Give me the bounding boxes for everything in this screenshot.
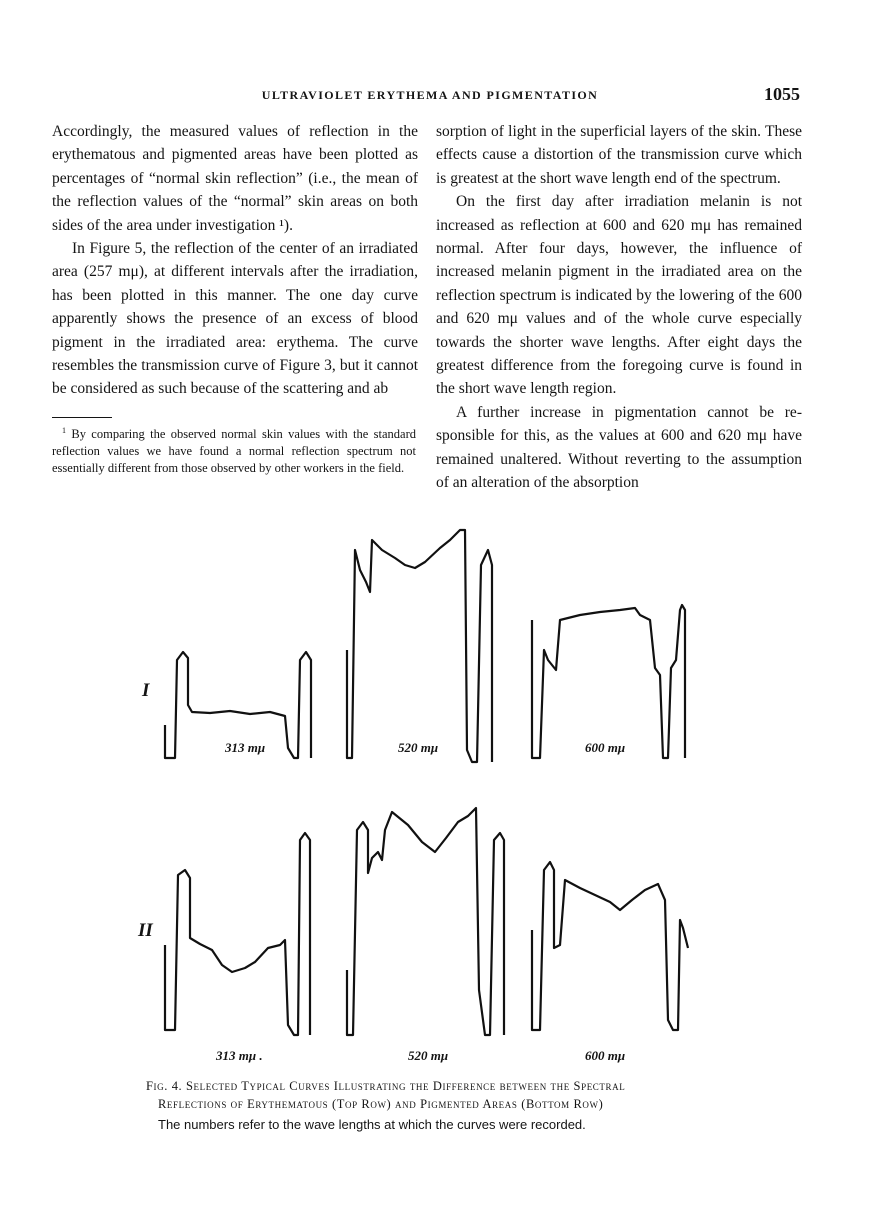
caption-note: The numbers refer to the wave lengths at which the curves were recorded. bbox=[158, 1117, 586, 1132]
curve-row1-520 bbox=[347, 530, 492, 762]
wavelength-label-top-2: 520 mμ bbox=[398, 740, 439, 755]
wavelength-label-top-1: 313 mμ bbox=[225, 740, 266, 755]
reflection-curves-plot bbox=[120, 500, 720, 1070]
wavelength-label-bottom-2: 520 mμ bbox=[408, 1048, 449, 1063]
curve-row2-600 bbox=[532, 862, 688, 1030]
running-title: ULTRAVIOLET ERYTHEMA AND PIGMENTATION bbox=[261, 88, 599, 102]
left-column bbox=[52, 120, 418, 401]
figure-caption bbox=[146, 1077, 746, 1113]
figure-4 bbox=[120, 500, 720, 1070]
right-paragraph-1: sorption of light in the superficial layers of the skin. These effects cause a distortion of the transmission curve which is greatest at the short wave length end of the spectrum. bbox=[436, 123, 802, 187]
curve-row1-600 bbox=[532, 605, 685, 758]
page-number: 1055 bbox=[764, 84, 800, 104]
row-label-top: I bbox=[142, 680, 150, 701]
left-paragraph-2: In Figure 5, the reflection of the center of an irradiated area (257 mμ), at different intervals after the irradiation, has been plotted in this manner. The one day curve apparently shows the presence of an excess of blood pigment in the irradiated area: erythema. The curve resembles the transmission curve of Figure 3, but it cannot be considered as such because of the scattering and ab bbox=[52, 240, 418, 398]
footnote-marker: 1 bbox=[62, 426, 66, 435]
right-column bbox=[436, 120, 802, 495]
caption-line-1: Fig. 4. Selected Typical Curves Illustrating the Difference between the Spectral bbox=[146, 1079, 626, 1093]
right-paragraph-3: A further increase in pigmentation cannot be responsible for this, as the values at 600 and 620 mμ have remained unaltered. Without reverting to the assumption of an alteration of the absorption bbox=[436, 403, 802, 492]
caption-line-2: Reflections of Erythematous (Top Row) and Pigmented Areas (Bottom Row) bbox=[158, 1097, 604, 1111]
footnote-text: By comparing the observed normal skin values with the standard reflection values we have found a normal reflection spectrum not essentially different from those observed by other workers in the field. bbox=[52, 427, 416, 476]
curve-row2-313 bbox=[165, 833, 310, 1035]
right-paragraph-2: On the first day after irradiation melanin is not increased as reflection at 600 and 620 mμ has remained normal. After four days, however, the influence of increased melanin pigment in the irradiated area on the reflection spectrum is indicated by the lowering of the 600 and 620 mμ values and of the whole curve especially towards the shorter wave lengths. After eight days the greatest difference from the foregoing curve is found in the short wave length region. bbox=[436, 193, 802, 398]
wavelength-label-bottom-1: 313 mμ . bbox=[216, 1048, 263, 1063]
row-label-bottom: II bbox=[138, 920, 153, 941]
wavelength-label-top-3: 600 mμ bbox=[585, 740, 626, 755]
left-paragraph-1: Accordingly, the measured values of reflection in the erythematous and pigmented areas have been plotted as percentages of “normal skin reflection” (i.e., the mean of the reflection values of the “normal” skin areas on both sides of the area under investigation ¹). bbox=[52, 123, 418, 234]
footnote-rule bbox=[52, 417, 112, 418]
footnote bbox=[52, 422, 416, 477]
wavelength-label-bottom-3: 600 mμ bbox=[585, 1048, 626, 1063]
curve-row2-520 bbox=[347, 808, 504, 1035]
